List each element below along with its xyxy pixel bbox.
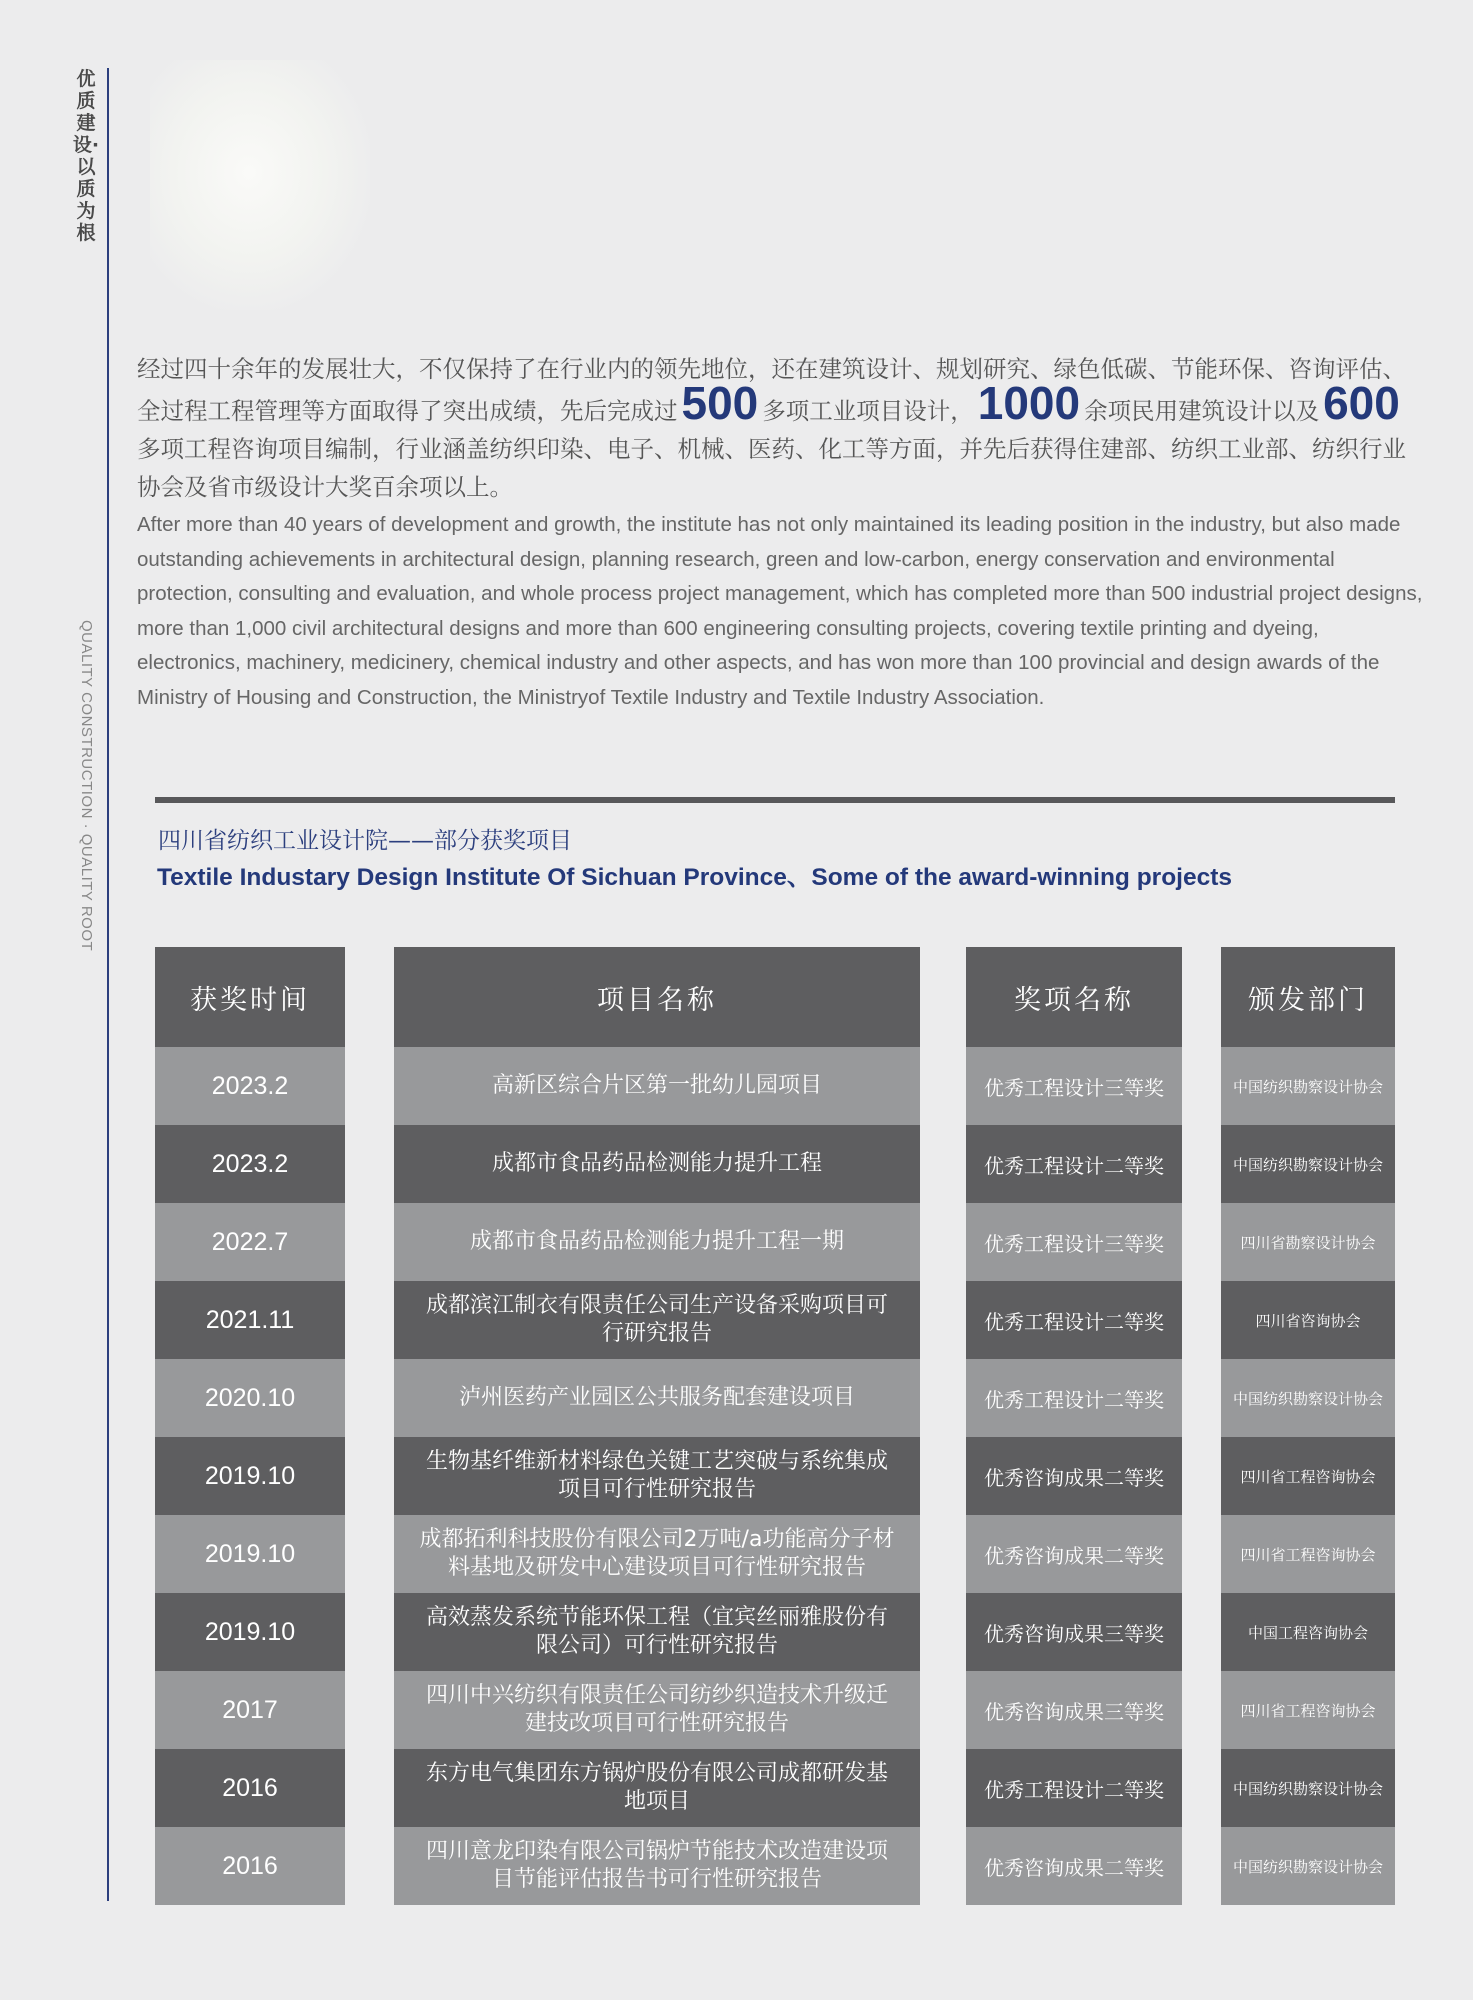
cell-award-name: 优秀咨询成果三等奖 — [966, 1593, 1182, 1671]
cell-issuing-org: 中国纺织勘察设计协会 — [1221, 1749, 1395, 1827]
cell-issuing-org: 中国工程咨询协会 — [1221, 1593, 1395, 1671]
column-award-name — [966, 947, 1182, 1905]
cell-award-date: 2023.2 — [155, 1125, 345, 1203]
side-tagline-cn: 优质建设·以质为根 — [72, 68, 100, 244]
cell-award-name: 优秀咨询成果二等奖 — [966, 1515, 1182, 1593]
cell-award-date: 2019.10 — [155, 1593, 345, 1671]
column-award-date — [155, 947, 345, 1905]
header-award-name: 奖项名称 — [966, 947, 1182, 1047]
cell-award-name: 优秀咨询成果二等奖 — [966, 1827, 1182, 1905]
stat-industrial-projects: 500 — [681, 377, 759, 429]
cell-project-name: 生物基纤维新材料绿色关键工艺突破与系统集成项目可行性研究报告 — [394, 1437, 920, 1515]
cell-project-name: 四川意龙印染有限公司锅炉节能技术改造建设项目节能评估报告书可行性研究报告 — [394, 1827, 920, 1905]
cell-project-name: 成都市食品药品检测能力提升工程一期 — [394, 1203, 920, 1281]
cell-award-date: 2016 — [155, 1749, 345, 1827]
side-tagline-en: QUALITY CONSTRUCTION · QUALITY ROOT — [78, 620, 95, 952]
section-title-en: Textile Industary Design Institute Of Sichuan Province、Some of the award-winning projects — [157, 864, 1232, 891]
intro-cn-text-2: 多项工业项目设计， — [762, 397, 974, 425]
cell-award-date: 2023.2 — [155, 1047, 345, 1125]
cell-project-name: 成都拓利科技股份有限公司2万吨/a功能高分子材料基地及研发中心建设项目可行性研究报告 — [394, 1515, 920, 1593]
cell-issuing-org: 四川省工程咨询协会 — [1221, 1437, 1395, 1515]
cell-issuing-org: 四川省工程咨询协会 — [1221, 1671, 1395, 1749]
intro-paragraph-en: After more than 40 years of development and growth, the institute has not only maintained its leading position in the industry, but also made outstanding achievements in architectural design, planning research, green and low-carbon, energy conservation and environmental protection, consulting and evaluation, and whole process project management, which has completed more than 500 industrial project designs, more than 1,000 civil architectural designs and more than 600 engineering consulting projects, covering textile printing and dyeing, electronics, machinery, medicinery, chemical industry and other aspects, and has won more than 100 provincial and design awards of the Ministry of Housing and Construction, the Ministryof Textile Industry and Textile Industry Association. — [137, 513, 1423, 709]
cell-award-name: 优秀咨询成果三等奖 — [966, 1671, 1182, 1749]
cell-award-date: 2017 — [155, 1671, 345, 1749]
cell-award-name: 优秀工程设计二等奖 — [966, 1359, 1182, 1437]
intro-paragraph-cn — [137, 350, 1417, 506]
cell-issuing-org: 四川省工程咨询协会 — [1221, 1515, 1395, 1593]
stat-civil-projects: 1000 — [977, 377, 1081, 429]
header-issuing-org: 颁发部门 — [1221, 947, 1395, 1047]
cell-issuing-org: 四川省勘察设计协会 — [1221, 1203, 1395, 1281]
cell-award-name: 优秀工程设计二等奖 — [966, 1125, 1182, 1203]
column-project-name — [394, 947, 920, 1905]
intro-cn-text-1: 经过四十余年的发展壮大，不仅保持了在行业内的领先地位，还在建筑设计、规划研究、绿色低碳、节能环保、咨询评估、全过程工程管理等方面取得了突出成绩，先后完成过 — [137, 355, 1406, 425]
stat-consulting-projects: 600 — [1323, 377, 1400, 429]
cell-award-name: 优秀工程设计二等奖 — [966, 1281, 1182, 1359]
header-project-name: 项目名称 — [394, 947, 920, 1047]
cell-award-date: 2016 — [155, 1827, 345, 1905]
vertical-rule — [107, 68, 109, 1901]
cell-issuing-org: 中国纺织勘察设计协会 — [1221, 1125, 1395, 1203]
cell-project-name: 四川中兴纺织有限责任公司纺纱织造技术升级迁建技改项目可行性研究报告 — [394, 1671, 920, 1749]
header-award-date: 获奖时间 — [155, 947, 345, 1047]
intro-cn-text-3: 余项民用建筑设计以及 — [1084, 397, 1320, 425]
cell-award-name: 优秀工程设计二等奖 — [966, 1749, 1182, 1827]
cell-award-name: 优秀工程设计三等奖 — [966, 1203, 1182, 1281]
cell-award-name: 优秀咨询成果二等奖 — [966, 1437, 1182, 1515]
cell-project-name: 泸州医药产业园区公共服务配套建设项目 — [394, 1359, 920, 1437]
cell-issuing-org: 中国纺织勘察设计协会 — [1221, 1047, 1395, 1125]
cell-award-date: 2020.10 — [155, 1359, 345, 1437]
cell-award-date: 2021.11 — [155, 1281, 345, 1359]
intro-cn-text-4: 多项工程咨询项目编制，行业涵盖纺织印染、电子、机械、医药、化工等方面，并先后获得住建部、纺织工业部、纺织行业协会及省市级设计大奖百余项以上。 — [137, 435, 1406, 501]
cell-project-name: 成都市食品药品检测能力提升工程 — [394, 1125, 920, 1203]
cell-award-date: 2019.10 — [155, 1437, 345, 1515]
decorative-glow — [150, 60, 370, 310]
cell-project-name: 高新区综合片区第一批幼儿园项目 — [394, 1047, 920, 1125]
cell-issuing-org: 四川省咨询协会 — [1221, 1281, 1395, 1359]
cell-issuing-org: 中国纺织勘察设计协会 — [1221, 1827, 1395, 1905]
column-issuing-org — [1221, 947, 1395, 1905]
cell-issuing-org: 中国纺织勘察设计协会 — [1221, 1359, 1395, 1437]
section-divider — [155, 797, 1395, 803]
cell-project-name: 高效蒸发系统节能环保工程（宜宾丝丽雅股份有限公司）可行性研究报告 — [394, 1593, 920, 1671]
cell-project-name: 东方电气集团东方锅炉股份有限公司成都研发基地项目 — [394, 1749, 920, 1827]
cell-award-date: 2022.7 — [155, 1203, 345, 1281]
cell-project-name: 成都滨江制衣有限责任公司生产设备采购项目可行研究报告 — [394, 1281, 920, 1359]
section-title-cn: 四川省纺织工业设计院——部分获奖项目 — [158, 828, 572, 854]
cell-award-name: 优秀工程设计三等奖 — [966, 1047, 1182, 1125]
cell-award-date: 2019.10 — [155, 1515, 345, 1593]
